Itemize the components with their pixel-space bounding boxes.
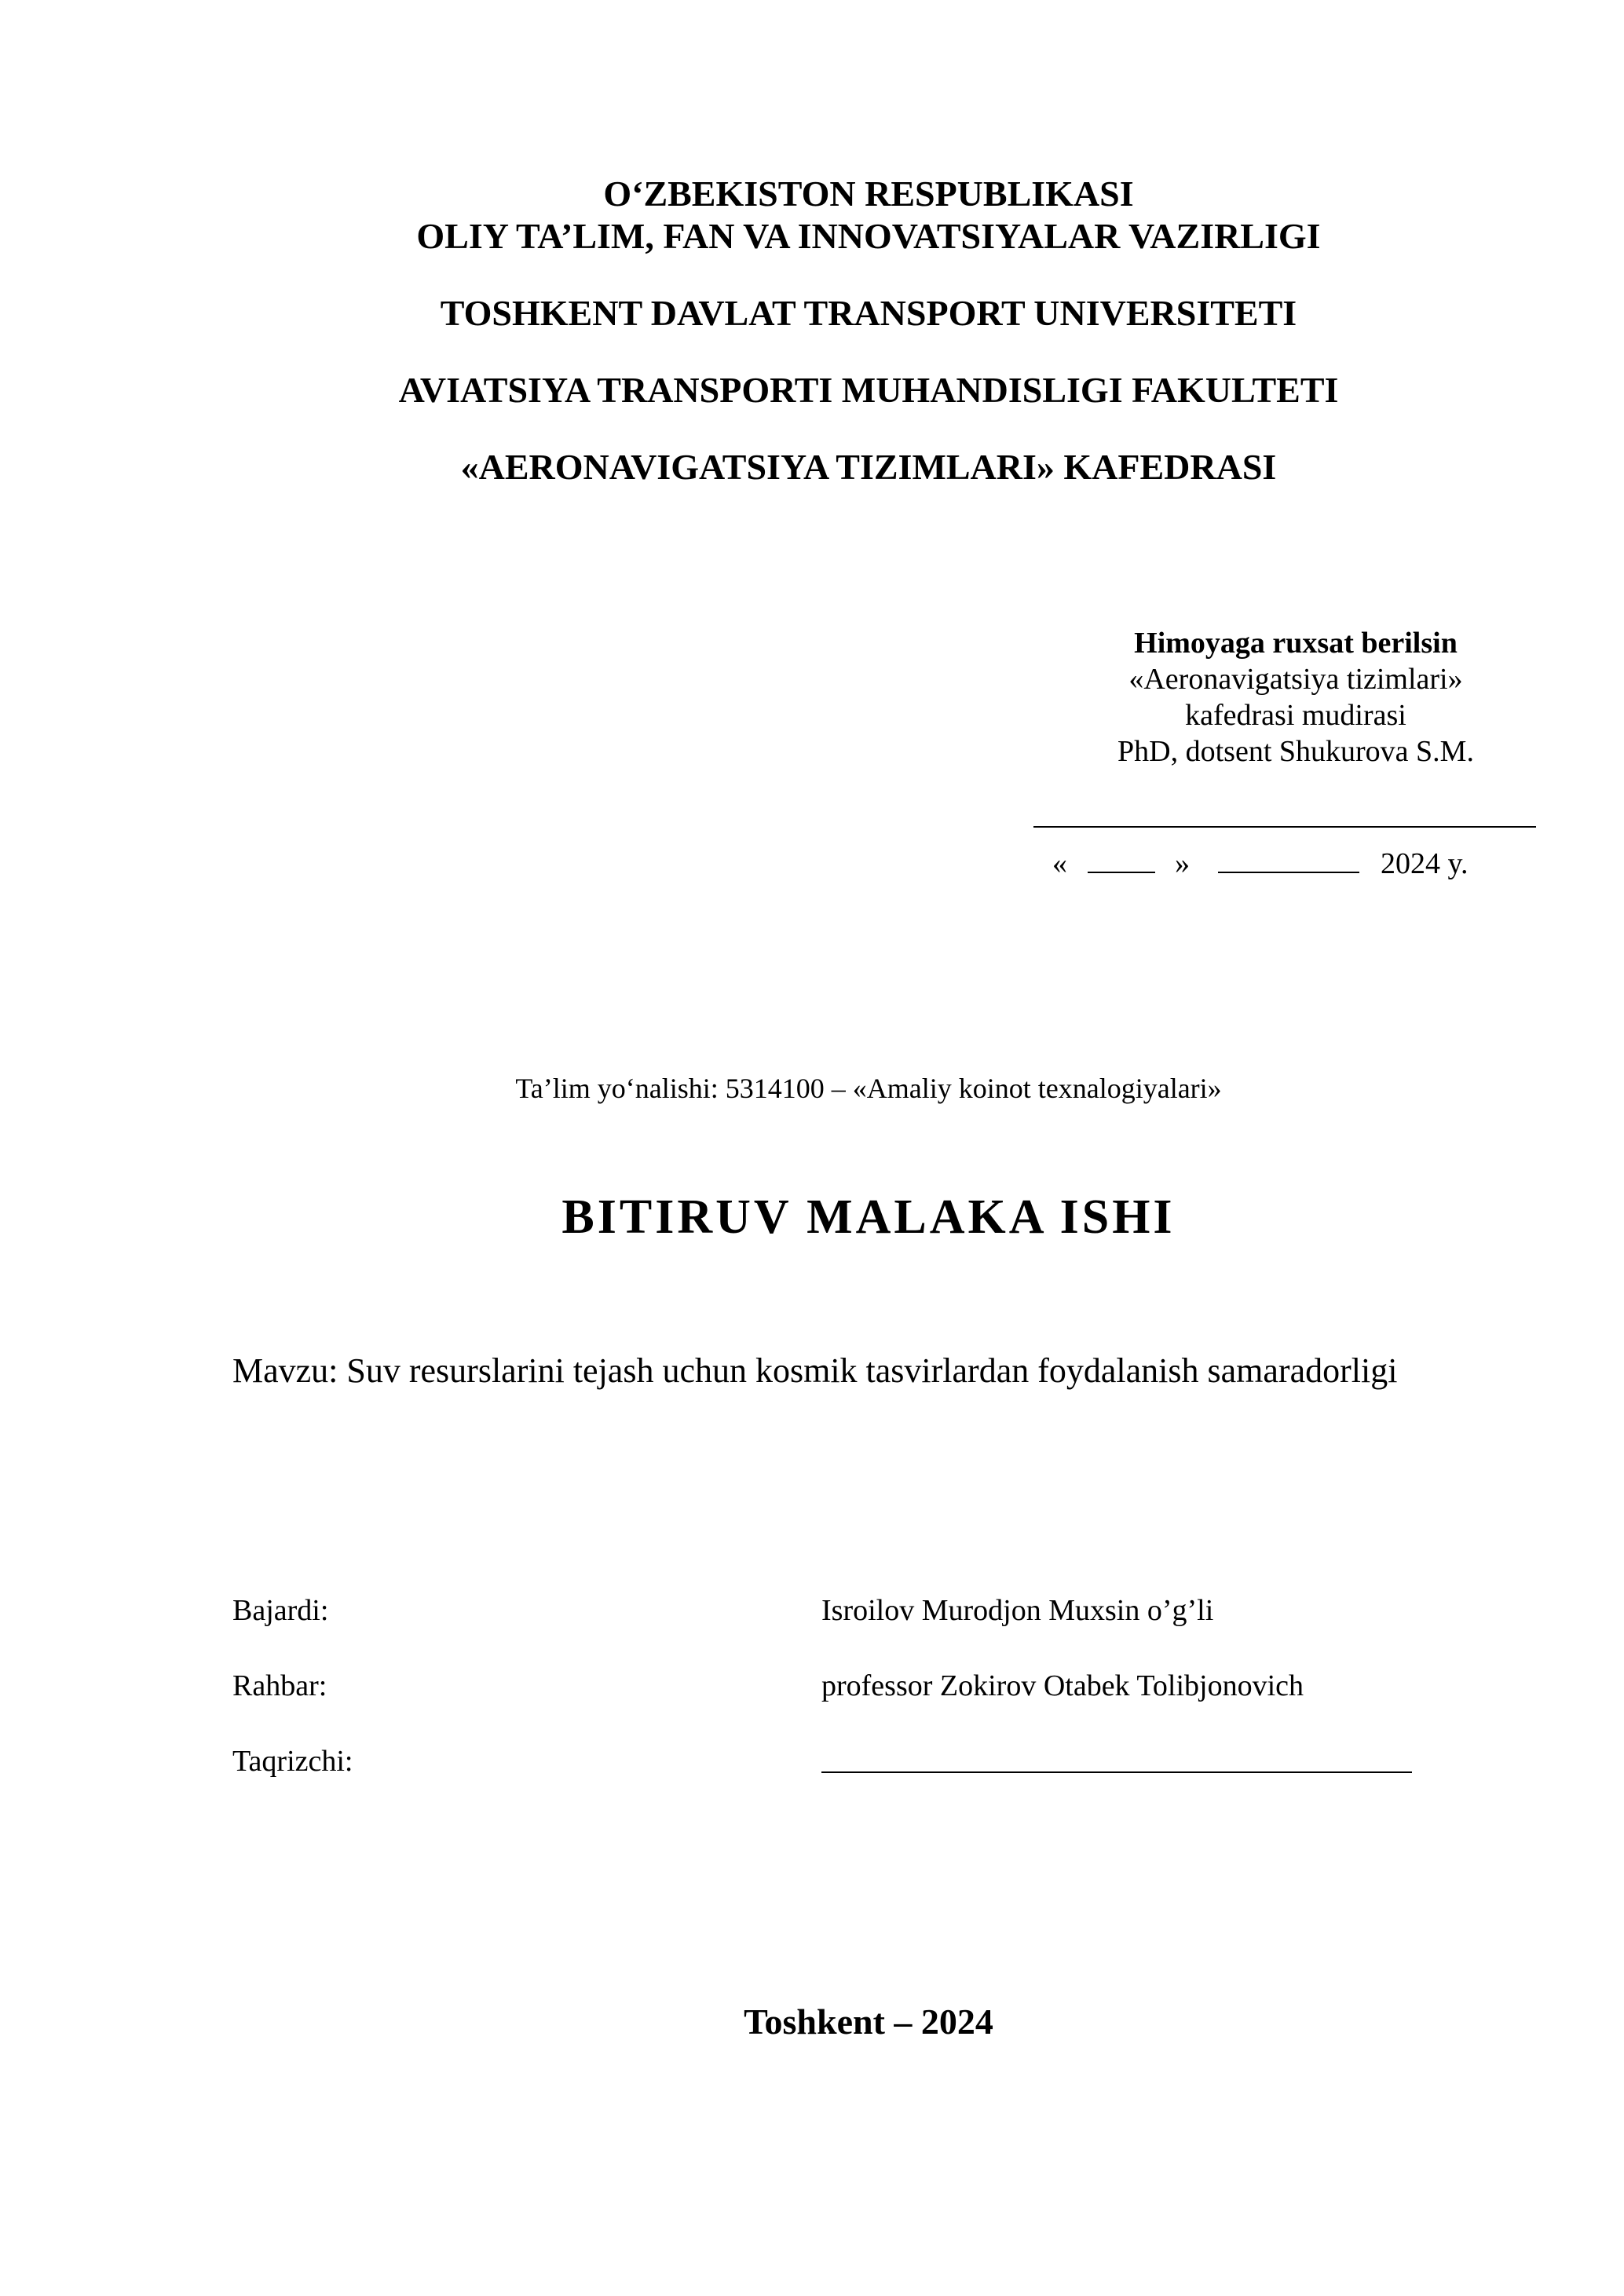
month-blank	[1218, 848, 1359, 873]
header-republic: O‘ZBEKISTON RESPUBLIKASI	[603, 174, 1134, 214]
approval-department: «Aeronavigatsiya tizimlari»	[1128, 663, 1463, 696]
reviewer-blank	[821, 1771, 1412, 1773]
header-ministry: OLIY TA’LIM, FAN VA INNOVATSIYALAR VAZIRLIGI	[416, 216, 1321, 256]
approval-head-name: PhD, dotsent Shukurova S.M.	[1117, 735, 1474, 768]
date-open-quote: «	[1052, 847, 1067, 880]
header-department: «AERONAVIGATSIYA TIZIMLARI» KAFEDRASI	[460, 447, 1277, 487]
approval-position: kafedrasi mudirasi	[1185, 699, 1406, 732]
approval-heading: Himoyaga ruxsat berilsin	[1134, 627, 1458, 660]
header-university: TOSHKENT DAVLAT TRANSPORT UNIVERSITETI	[440, 293, 1297, 333]
reviewer-label: Taqrizchi:	[232, 1745, 353, 1778]
performer-label: Bajardi:	[232, 1594, 329, 1627]
date-close-quote: »	[1175, 847, 1190, 880]
thesis-topic: Mavzu: Suv resurslarini tejash uchun kosmik tasvirlardan foydalanish samaradorligi	[232, 1351, 1398, 1390]
city-year: Toshkent – 2024	[744, 2002, 993, 2042]
performer-name: Isroilov Murodjon Muxsin o’g’li	[821, 1594, 1214, 1627]
date-year: 2024 y.	[1381, 847, 1469, 880]
supervisor-label: Rahbar:	[232, 1669, 327, 1702]
document-title: BITIRUV MALAKA ISHI	[561, 1190, 1176, 1244]
approval-block	[1044, 625, 1547, 770]
supervisor-name: professor Zokirov Otabek Tolibjonovich	[821, 1669, 1304, 1702]
study-direction: Ta’lim yo‘nalishi: 5314100 – «Amaliy koinot texnalogiyalari»	[515, 1073, 1222, 1104]
day-blank	[1088, 848, 1155, 873]
approval-date	[1052, 846, 1469, 882]
signature-line	[1033, 826, 1536, 828]
header-faculty: AVIATSIYA TRANSPORTI MUHANDISLIGI FAKULTETI	[398, 370, 1339, 410]
